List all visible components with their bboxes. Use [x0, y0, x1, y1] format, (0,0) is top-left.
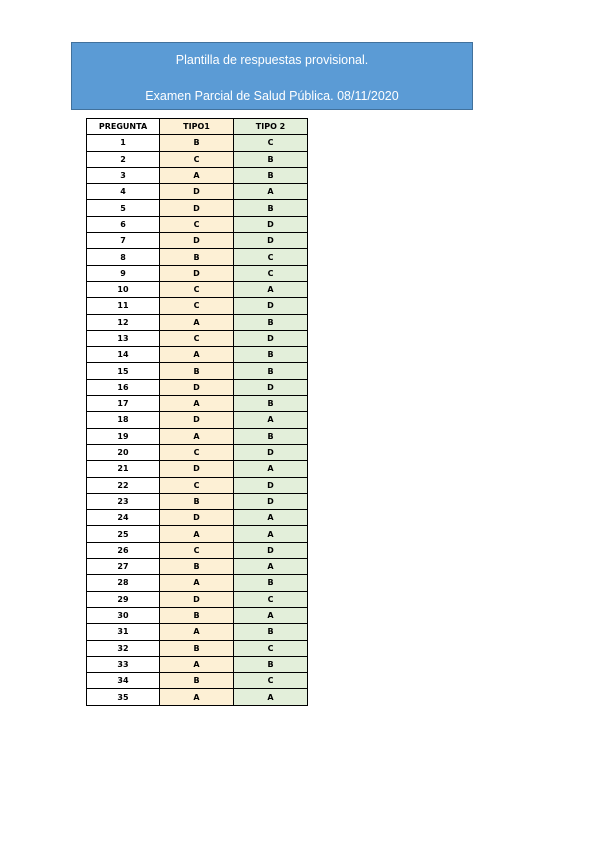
tipo2-answer-cell: B [234, 363, 308, 379]
tipo2-answer-cell: C [234, 249, 308, 265]
title-banner [71, 42, 473, 110]
tipo2-answer-cell: A [234, 510, 308, 526]
question-number-cell: 3 [87, 167, 160, 183]
question-number-cell: 22 [87, 477, 160, 493]
tipo1-answer-cell: B [160, 493, 234, 509]
tipo1-answer-cell: C [160, 542, 234, 558]
tipo2-answer-cell: B [234, 167, 308, 183]
question-number-cell: 31 [87, 624, 160, 640]
question-number-cell: 17 [87, 396, 160, 412]
table-row [87, 216, 308, 232]
question-number-cell: 23 [87, 493, 160, 509]
tipo1-answer-cell: C [160, 477, 234, 493]
question-number-cell: 33 [87, 656, 160, 672]
question-number-cell: 35 [87, 689, 160, 705]
tipo1-answer-cell: A [160, 624, 234, 640]
answers-table-body [87, 135, 308, 705]
table-header-row [87, 119, 308, 135]
tipo1-answer-cell: C [160, 281, 234, 297]
question-number-cell: 12 [87, 314, 160, 330]
question-number-cell: 30 [87, 607, 160, 623]
question-number-cell: 19 [87, 428, 160, 444]
question-number-cell: 29 [87, 591, 160, 607]
table-row [87, 396, 308, 412]
page-title: Plantilla de respuestas provisional. [175, 53, 369, 67]
column-header-tipo1: TIPO1 [160, 119, 234, 135]
tipo2-answer-cell: A [234, 184, 308, 200]
tipo1-answer-cell: B [160, 135, 234, 151]
table-row [87, 167, 308, 183]
question-number-cell: 7 [87, 233, 160, 249]
question-number-cell: 21 [87, 461, 160, 477]
tipo2-answer-cell: B [234, 428, 308, 444]
table-row [87, 200, 308, 216]
tipo2-answer-cell: B [234, 314, 308, 330]
tipo1-answer-cell: B [160, 640, 234, 656]
tipo2-answer-cell: B [234, 200, 308, 216]
question-number-cell: 15 [87, 363, 160, 379]
column-header-tipo2: TIPO 2 [234, 119, 308, 135]
question-number-cell: 11 [87, 298, 160, 314]
question-number-cell: 18 [87, 412, 160, 428]
question-number-cell: 28 [87, 575, 160, 591]
question-number-cell: 4 [87, 184, 160, 200]
table-row [87, 298, 308, 314]
tipo1-answer-cell: C [160, 444, 234, 460]
tipo2-answer-cell: D [234, 542, 308, 558]
table-row [87, 673, 308, 689]
tipo1-answer-cell: D [160, 510, 234, 526]
table-row [87, 281, 308, 297]
tipo1-answer-cell: D [160, 265, 234, 281]
tipo1-answer-cell: C [160, 298, 234, 314]
table-row [87, 640, 308, 656]
table-row [87, 656, 308, 672]
tipo2-answer-cell: A [234, 526, 308, 542]
question-number-cell: 5 [87, 200, 160, 216]
tipo1-answer-cell: A [160, 314, 234, 330]
table-row [87, 493, 308, 509]
question-number-cell: 26 [87, 542, 160, 558]
tipo2-answer-cell: D [234, 379, 308, 395]
table-row [87, 428, 308, 444]
tipo1-answer-cell: A [160, 347, 234, 363]
table-row [87, 314, 308, 330]
table-row [87, 412, 308, 428]
tipo1-answer-cell: D [160, 379, 234, 395]
table-row [87, 233, 308, 249]
tipo2-answer-cell: D [234, 477, 308, 493]
tipo1-answer-cell: C [160, 151, 234, 167]
table-row [87, 477, 308, 493]
table-row [87, 510, 308, 526]
question-number-cell: 25 [87, 526, 160, 542]
tipo1-answer-cell: A [160, 526, 234, 542]
tipo1-answer-cell: D [160, 233, 234, 249]
table-row [87, 461, 308, 477]
tipo2-answer-cell: A [234, 559, 308, 575]
question-number-cell: 16 [87, 379, 160, 395]
tipo1-answer-cell: B [160, 559, 234, 575]
table-row [87, 575, 308, 591]
question-number-cell: 8 [87, 249, 160, 265]
table-row [87, 363, 308, 379]
question-number-cell: 24 [87, 510, 160, 526]
tipo2-answer-cell: C [234, 673, 308, 689]
question-number-cell: 14 [87, 347, 160, 363]
tipo1-answer-cell: B [160, 363, 234, 379]
tipo2-answer-cell: D [234, 216, 308, 232]
table-row [87, 559, 308, 575]
tipo1-answer-cell: A [160, 167, 234, 183]
tipo2-answer-cell: A [234, 412, 308, 428]
tipo1-answer-cell: B [160, 673, 234, 689]
table-row [87, 624, 308, 640]
tipo2-answer-cell: D [234, 330, 308, 346]
question-number-cell: 20 [87, 444, 160, 460]
tipo1-answer-cell: C [160, 330, 234, 346]
tipo2-answer-cell: C [234, 640, 308, 656]
table-row [87, 135, 308, 151]
tipo2-answer-cell: A [234, 461, 308, 477]
table-row [87, 591, 308, 607]
tipo2-answer-cell: A [234, 607, 308, 623]
tipo1-answer-cell: A [160, 396, 234, 412]
tipo2-answer-cell: B [234, 347, 308, 363]
table-row [87, 265, 308, 281]
tipo2-answer-cell: D [234, 444, 308, 460]
tipo2-answer-cell: C [234, 591, 308, 607]
tipo1-answer-cell: B [160, 249, 234, 265]
tipo2-answer-cell: B [234, 575, 308, 591]
tipo1-answer-cell: C [160, 216, 234, 232]
question-number-cell: 1 [87, 135, 160, 151]
tipo1-answer-cell: D [160, 184, 234, 200]
tipo2-answer-cell: C [234, 135, 308, 151]
tipo1-answer-cell: A [160, 689, 234, 705]
table-row [87, 347, 308, 363]
tipo1-answer-cell: D [160, 412, 234, 428]
column-header-pregunta: PREGUNTA [87, 119, 160, 135]
tipo1-answer-cell: B [160, 607, 234, 623]
tipo2-answer-cell: B [234, 151, 308, 167]
table-row [87, 526, 308, 542]
table-row [87, 184, 308, 200]
question-number-cell: 32 [87, 640, 160, 656]
table-row [87, 151, 308, 167]
question-number-cell: 13 [87, 330, 160, 346]
question-number-cell: 34 [87, 673, 160, 689]
tipo1-answer-cell: D [160, 200, 234, 216]
tipo1-answer-cell: A [160, 575, 234, 591]
tipo1-answer-cell: A [160, 656, 234, 672]
table-row [87, 444, 308, 460]
tipo2-answer-cell: D [234, 493, 308, 509]
table-row [87, 330, 308, 346]
tipo2-answer-cell: D [234, 298, 308, 314]
tipo2-answer-cell: C [234, 265, 308, 281]
question-number-cell: 27 [87, 559, 160, 575]
tipo1-answer-cell: D [160, 461, 234, 477]
tipo1-answer-cell: A [160, 428, 234, 444]
table-row [87, 689, 308, 705]
table-row [87, 607, 308, 623]
page-subtitle: Examen Parcial de Salud Pública. 08/11/2020 [145, 89, 399, 103]
table-row [87, 542, 308, 558]
tipo2-answer-cell: A [234, 281, 308, 297]
question-number-cell: 9 [87, 265, 160, 281]
table-row [87, 379, 308, 395]
table-row [87, 249, 308, 265]
question-number-cell: 6 [87, 216, 160, 232]
tipo2-answer-cell: B [234, 656, 308, 672]
question-number-cell: 2 [87, 151, 160, 167]
tipo2-answer-cell: B [234, 624, 308, 640]
tipo2-answer-cell: B [234, 396, 308, 412]
question-number-cell: 10 [87, 281, 160, 297]
tipo2-answer-cell: D [234, 233, 308, 249]
tipo1-answer-cell: D [160, 591, 234, 607]
tipo2-answer-cell: A [234, 689, 308, 705]
answers-table [86, 118, 308, 706]
